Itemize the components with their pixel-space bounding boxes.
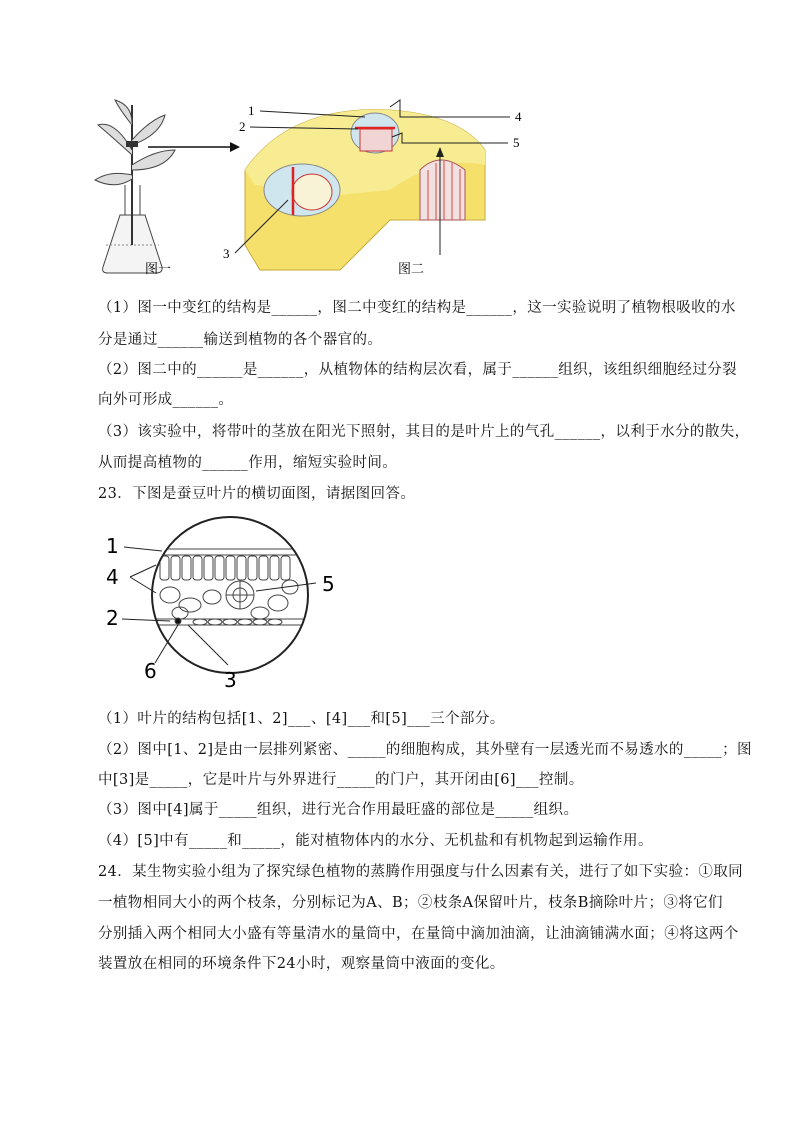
figure1-label-5: 5 bbox=[513, 135, 520, 150]
figure1-label-4: 4 bbox=[515, 109, 522, 124]
guard-cell bbox=[175, 618, 181, 624]
q22-part3-line2: 从而提高植物的______作用，缩短实验时间。 bbox=[98, 455, 398, 471]
leaf-cross-section-figure bbox=[100, 515, 360, 695]
q23-part3: （3）图中[4]属于_____组织，进行光合作用最旺盛的部位是_____组织。 bbox=[98, 802, 579, 818]
stem-cross-section-illustration bbox=[245, 110, 485, 270]
figure1-caption-right: 图二 bbox=[398, 262, 425, 277]
q22-part2-line2: 向外可形成______。 bbox=[98, 392, 234, 408]
q23-part1: （1）叶片的结构包括[1、2]___、[4]___和[5]___三个部分。 bbox=[98, 711, 505, 727]
q23-part2-line1: （2）图中[1、2]是由一层排列紧密、_____的细胞构成，其外壁有一层透光而不易透水的_____；图 bbox=[98, 742, 752, 758]
leaf-label-2: 2 bbox=[106, 606, 119, 630]
q24-line3: 分别插入两个相同大小盛有等量清水的量筒中，在量筒中滴加油滴，让油滴铺满水面；④将这两个 bbox=[98, 926, 739, 942]
leaf-label-4: 4 bbox=[106, 565, 119, 589]
q23-part2-line2: 中[3]是_____，它是叶片与外界进行_____的门户，其开闭由[6]___控制。 bbox=[98, 772, 584, 788]
q24-line1: 24．某生物实验小组为了探究绿色植物的蒸腾作用强度与什么因素有关，进行了如下实验：①取同 bbox=[98, 864, 744, 880]
q22-part1-line2: 分是通过______输送到植物的各个器官的。 bbox=[98, 332, 383, 348]
q22-part3-line1: （3）该实验中，将带叶的茎放在阳光下照射，其目的是叶片上的气孔______，以利于水分的散失， bbox=[98, 424, 750, 440]
leaf-label-1: 1 bbox=[106, 534, 119, 558]
figure1-caption-left: 图一 bbox=[145, 262, 172, 277]
q22-part1-line1: （1）图一中变红的结构是______，图二中变红的结构是______，这一实验说明了植物根吸收的水 bbox=[98, 300, 736, 316]
leaf-label-5: 5 bbox=[322, 572, 335, 596]
leaf-label-3: 3 bbox=[224, 668, 237, 692]
figure1-label-2: 2 bbox=[239, 119, 246, 134]
figure1-label-1: 1 bbox=[248, 103, 255, 118]
stem-experiment-figure bbox=[90, 95, 540, 285]
q22-part2-line1: （2）图二中的______是______，从植物体的结构层次看，属于______组织，该组织细胞经过分裂 bbox=[98, 362, 738, 378]
q24-line4: 装置放在相同的环境条件下24小时，观察量筒中液面的变化。 bbox=[98, 956, 505, 972]
figure1-label-3: 3 bbox=[223, 246, 230, 261]
q24-line2: 一植物相同大小的两个枝条，分别标记为A、B；②枝条A保留叶片，枝条B摘除叶片；③将它们 bbox=[98, 895, 723, 911]
plant-in-flask-illustration bbox=[95, 100, 175, 273]
q23-title: 23．下图是蚕豆叶片的横切面图，请据图回答。 bbox=[98, 486, 416, 502]
leaf-label-6: 6 bbox=[144, 659, 157, 683]
q23-part4: （4）[5]中有_____和_____，能对植物体内的水分、无机盐和有机物起到运输作用。 bbox=[98, 833, 653, 849]
